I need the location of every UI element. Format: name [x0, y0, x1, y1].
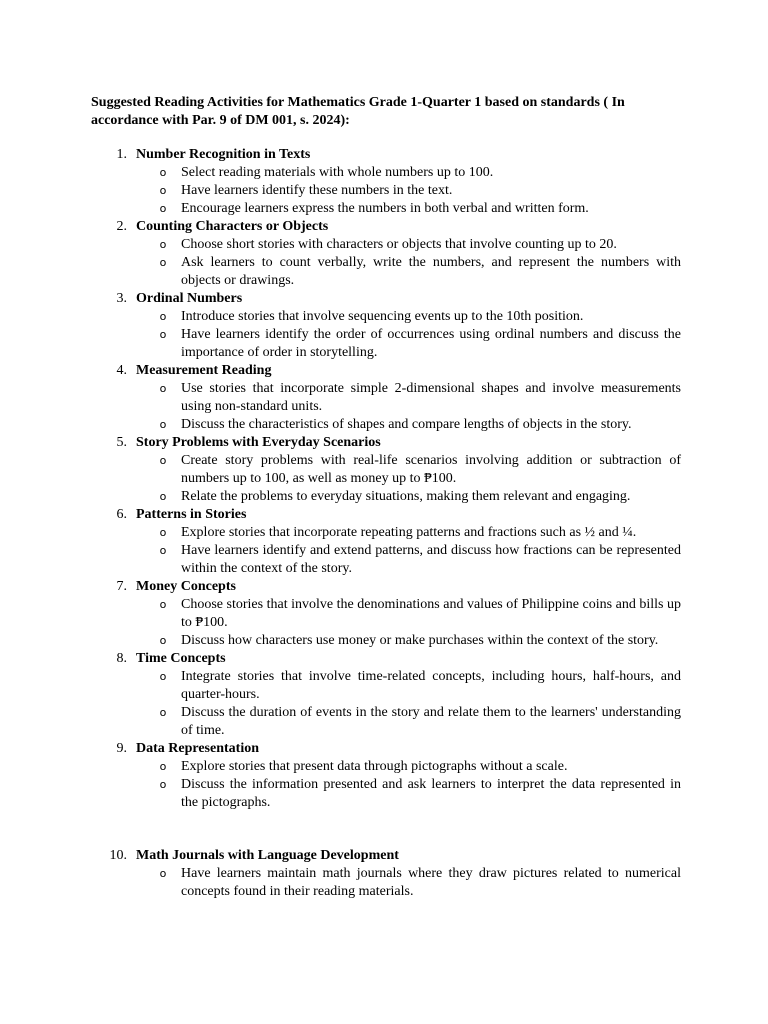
- item-heading: Time Concepts: [136, 651, 226, 666]
- item-heading: Ordinal Numbers: [136, 291, 243, 306]
- sub-list: [91, 524, 681, 578]
- circle-bullet-icon: o: [159, 867, 167, 880]
- item-heading: Patterns in Stories: [136, 507, 247, 522]
- circle-bullet-icon: o: [159, 238, 167, 251]
- activity-list: [91, 146, 681, 901]
- circle-bullet-icon: o: [159, 544, 167, 557]
- sub-item: [91, 596, 681, 632]
- sub-item: [91, 182, 681, 200]
- item-heading: Math Journals with Language Development: [136, 848, 399, 863]
- activity-item: [91, 290, 681, 362]
- activity-item: [91, 146, 681, 218]
- sub-item-text: Discuss the information presented and ask learners to interpret the data represented in the pictographs.: [181, 777, 681, 810]
- circle-bullet-icon: o: [159, 418, 167, 431]
- document-title: Suggested Reading Activities for Mathematics Grade 1-Quarter 1 based on standards ( In accordance with Par. 9 of DM 001, s. 2024):: [91, 95, 625, 128]
- item-heading: Number Recognition in Texts: [136, 147, 311, 162]
- circle-bullet-icon: o: [159, 184, 167, 197]
- circle-bullet-icon: o: [159, 670, 167, 683]
- sub-item-text: Discuss the duration of events in the story and relate them to the learners' understanding of time.: [181, 705, 681, 738]
- item-number: 4.: [116, 363, 127, 378]
- sub-item-text: Relate the problems to everyday situations, making them relevant and engaging.: [181, 489, 631, 504]
- circle-bullet-icon: o: [159, 526, 167, 539]
- item-number: 7.: [116, 579, 127, 594]
- item-number: 8.: [116, 651, 127, 666]
- item-heading: Measurement Reading: [136, 363, 272, 378]
- sub-item: [91, 308, 681, 326]
- sub-list: [91, 236, 681, 290]
- circle-bullet-icon: o: [159, 166, 167, 179]
- sub-item-text: Create story problems with real-life scenarios involving addition or subtraction of numbers up to 100, as well as money up to ₱100.: [181, 453, 681, 486]
- activity-item: [91, 506, 681, 578]
- circle-bullet-icon: o: [159, 454, 167, 467]
- sub-item-text: Have learners maintain math journals where they draw pictures related to numerical concepts found in their reading materials.: [181, 866, 681, 899]
- sub-item: [91, 452, 681, 488]
- sub-item: [91, 164, 681, 182]
- sub-item-text: Explore stories that present data through pictographs without a scale.: [181, 759, 568, 774]
- sub-list: [91, 380, 681, 434]
- circle-bullet-icon: o: [159, 310, 167, 323]
- activity-item: [91, 434, 681, 506]
- sub-item-text: Encourage learners express the numbers in both verbal and written form.: [181, 201, 589, 216]
- circle-bullet-icon: o: [159, 598, 167, 611]
- sub-item: [91, 254, 681, 290]
- circle-bullet-icon: o: [159, 328, 167, 341]
- sub-item: [91, 758, 681, 776]
- sub-list: [91, 758, 681, 812]
- sub-item: [91, 632, 681, 650]
- sub-item-text: Use stories that incorporate simple 2-dimensional shapes and involve measurements using non-standard units.: [181, 381, 681, 414]
- sub-item: [91, 668, 681, 704]
- activity-item: [91, 578, 681, 650]
- activity-item: [91, 362, 681, 434]
- item-number: 2.: [116, 219, 127, 234]
- activity-item: [91, 847, 681, 901]
- circle-bullet-icon: o: [159, 382, 167, 395]
- sub-item: [91, 488, 681, 506]
- item-heading: Money Concepts: [136, 579, 236, 594]
- circle-bullet-icon: o: [159, 760, 167, 773]
- sub-item-text: Discuss the characteristics of shapes and compare lengths of objects in the story.: [181, 417, 632, 432]
- sub-item: [91, 524, 681, 542]
- item-heading: Story Problems with Everyday Scenarios: [136, 435, 381, 450]
- sub-item: [91, 416, 681, 434]
- sub-item: [91, 704, 681, 740]
- item-number: 3.: [116, 291, 127, 306]
- sub-list: [91, 164, 681, 218]
- activity-item: [91, 650, 681, 740]
- sub-item: [91, 200, 681, 218]
- item-heading: Counting Characters or Objects: [136, 219, 329, 234]
- circle-bullet-icon: o: [159, 202, 167, 215]
- sub-item: [91, 542, 681, 578]
- circle-bullet-icon: o: [159, 778, 167, 791]
- item-number: 5.: [116, 435, 127, 450]
- item-number: 9.: [116, 741, 127, 756]
- sub-item: [91, 380, 681, 416]
- sub-list: [91, 308, 681, 362]
- sub-item-text: Select reading materials with whole numbers up to 100.: [181, 165, 494, 180]
- circle-bullet-icon: o: [159, 634, 167, 647]
- sub-item: [91, 326, 681, 362]
- item-number: 10.: [109, 848, 127, 863]
- item-heading: Data Representation: [136, 741, 260, 756]
- sub-item-text: Have learners identify the order of occurrences using ordinal numbers and discuss the importance of order in storytelling.: [181, 327, 681, 360]
- sub-item: [91, 776, 681, 812]
- activity-item: [91, 218, 681, 290]
- sub-list: [91, 865, 681, 901]
- circle-bullet-icon: o: [159, 490, 167, 503]
- sub-item-text: Discuss how characters use money or make purchases within the context of the story.: [181, 633, 659, 648]
- sub-item: [91, 236, 681, 254]
- circle-bullet-icon: o: [159, 256, 167, 269]
- sub-item-text: Choose short stories with characters or objects that involve counting up to 20.: [181, 237, 617, 252]
- sub-item-text: Integrate stories that involve time-related concepts, including hours, half-hours, and quarter-hours.: [181, 669, 681, 702]
- sub-list: [91, 452, 681, 506]
- sub-item: [91, 865, 681, 901]
- sub-list: [91, 668, 681, 740]
- circle-bullet-icon: o: [159, 706, 167, 719]
- sub-item-text: Ask learners to count verbally, write the numbers, and represent the numbers with objects or drawings.: [181, 255, 681, 288]
- sub-list: [91, 596, 681, 650]
- sub-item-text: Choose stories that involve the denominations and values of Philippine coins and bills up to ₱100.: [181, 597, 681, 630]
- sub-item-text: Have learners identify and extend patterns, and discuss how fractions can be represented within the context of the story.: [181, 543, 681, 576]
- sub-item-text: Have learners identify these numbers in the text.: [181, 183, 453, 198]
- item-number: 1.: [116, 147, 127, 162]
- sub-item-text: Introduce stories that involve sequencing events up to the 10th position.: [181, 309, 584, 324]
- activity-item: [91, 740, 681, 812]
- item-number: 6.: [116, 507, 127, 522]
- sub-item-text: Explore stories that incorporate repeating patterns and fractions such as ½ and ¼.: [181, 525, 637, 540]
